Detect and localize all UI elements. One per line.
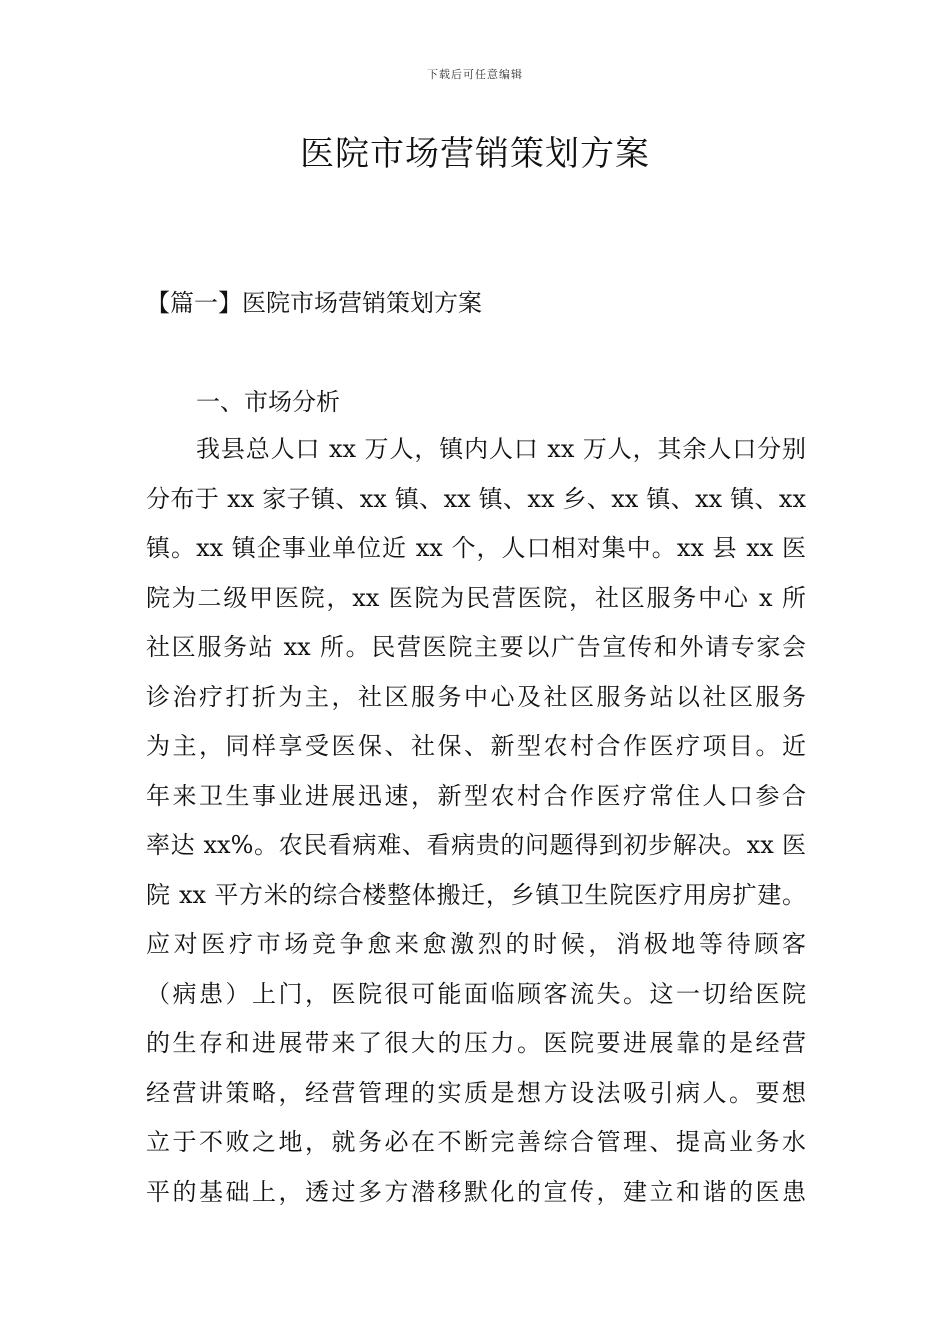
paragraph-line: 院为二级甲医院，xx 医院为民营医院，社区服务中心 x 所 — [146, 583, 806, 612]
sub-heading: 一、市场分析 — [196, 388, 340, 416]
body-paragraph — [146, 425, 806, 1217]
paragraph-line: 经营讲策略，经营管理的实质是想方设法吸引病人。要想 — [146, 1078, 806, 1107]
paragraph-line: 平的基础上，透过多方潜移默化的宣传，建立和谐的医患 — [146, 1177, 806, 1206]
paragraph-line: 年来卫生事业进展迅速，新型农村合作医疗常住人口参合 — [146, 781, 806, 810]
paragraph-line: 为主，同样享受医保、社保、新型农村合作医疗项目。近 — [146, 732, 806, 760]
paragraph-line: 诊治疗打折为主，社区服务中心及社区服务站以社区服务 — [146, 682, 806, 711]
paragraph-line: 立于不败之地，就务必在不断完善综合管理、提高业务水 — [146, 1128, 806, 1156]
paragraph-line: 率达 xx%。农民看病难、看病贵的问题得到初步解决。xx 医 — [146, 831, 806, 859]
paragraph-line: 应对医疗市场竞争愈来愈激烈的时候，消极地等待顾客 — [146, 930, 806, 958]
section-heading: 【篇一】医院市场营销策划方案 — [146, 289, 482, 317]
paragraph-line: 我县总人口 xx 万人，镇内人口 xx 万人，其余人口分别 — [196, 435, 806, 463]
paragraph-line: 院 xx 平方米的综合楼整体搬迁，乡镇卫生院医疗用房扩建。 — [146, 880, 806, 909]
paragraph-line: 社区服务站 xx 所。民营医院主要以广告宣传和外请专家会 — [146, 633, 806, 661]
header-note: 下载后可任意编辑 — [427, 68, 523, 81]
paragraph-line: （病患）上门，医院很可能面临顾客流失。这一切给医院 — [146, 979, 806, 1008]
paragraph-line: 的生存和进展带来了很大的压力。医院要进展靠的是经营 — [146, 1029, 806, 1057]
document-title: 医院市场营销策划方案 — [300, 134, 650, 174]
paragraph-line: 镇。xx 镇企事业单位近 xx 个，人口相对集中。xx 县 xx 医 — [146, 534, 806, 562]
paragraph-line: 分布于 xx 家子镇、xx 镇、xx 镇、xx 乡、xx 镇、xx 镇、xx — [146, 484, 806, 513]
